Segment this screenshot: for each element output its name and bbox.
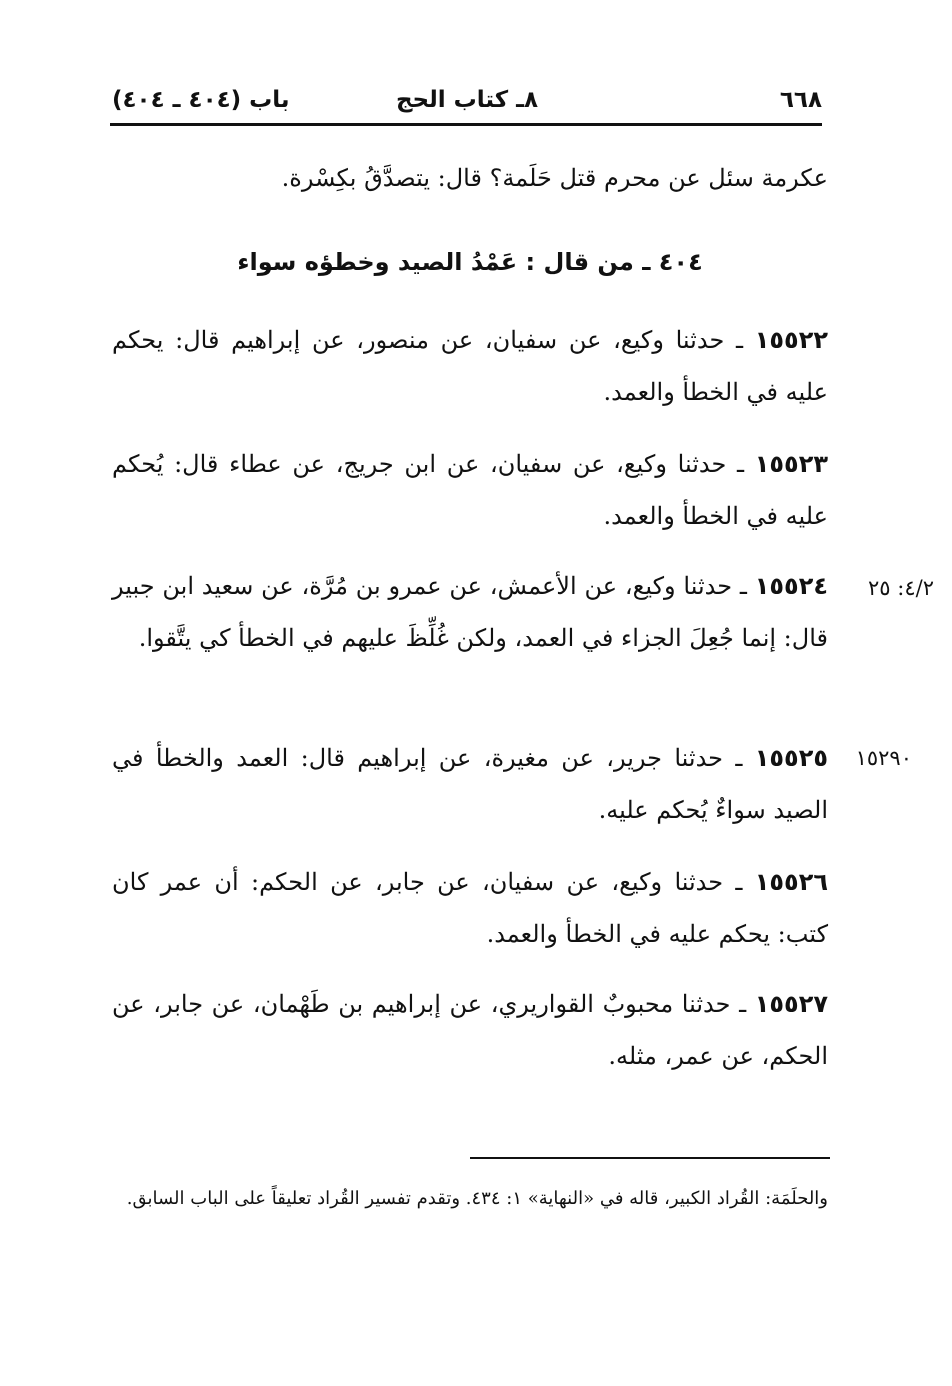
hadith-number: ١٥٥٢٢ [754,326,828,354]
margin-reference: ٤/٢: ٢٥ [868,576,934,600]
hadith-number: ١٥٥٢٥ [754,744,828,772]
hadith-text: ـ حدثنا وكيع، عن الأعمش، عن عمرو بن مُرَّة، عن سعيد ابن جبير قال: إنما جُعِلَ الجزاء في العمد، ولكن غُلِّظَ عليهم في الخطأ كي يتَّقوا. [112,572,828,652]
book-title: ٨ـ كتاب الحج [395,87,539,113]
page-number: ٦٦٨ [779,87,822,113]
hadith-text: ـ حدثنا محبوبٌ القواريري، عن إبراهيم بن طَهْمان، عن جابر، عن الحكم، عن عمر، مثله. [112,990,828,1070]
hadith-15527 [112,978,828,1082]
hadith-15524 [112,560,828,664]
header-divider [110,123,822,126]
hadith-number: ١٥٥٢٧ [754,990,828,1018]
hadith-15522 [112,314,828,418]
hadith-15526 [112,856,828,960]
intro-paragraph: عكرمة سئل عن محرم قتل حَلَمة؟ قال: يتصدَّقُ بكِسْرة. [281,164,828,192]
hadith-text: ـ حدثنا وكيع، عن سفيان، عن جابر، عن الحكم: أن عمر كان كتب: يحكم عليه في الخطأ والعمد. [112,868,828,948]
hadith-number: ١٥٥٢٦ [754,868,828,896]
hadith-15525 [112,732,828,836]
margin-reference: ١٥٢٩٠ [855,746,912,770]
footnote-divider [470,1157,830,1159]
hadith-number: ١٥٥٢٣ [754,450,828,478]
chapter-reference: باب (٤٠٤ ـ ٤٠٤) [112,87,290,113]
footnote: والحلَمَة: القُراد الكبير، قاله في «النهاية» ١: ٤٣٤. وتقدم تفسير القُراد تعليقاً على الباب السابق. [126,1188,828,1209]
hadith-text: ـ حدثنا جرير، عن مغيرة، عن إبراهيم قال: العمد والخطأ في الصيد سواءٌ يُحكم عليه. [112,744,828,824]
hadith-text: ـ حدثنا وكيع، عن سفيان، عن منصور، عن إبراهيم قال: يحكم عليه في الخطأ والعمد. [112,326,828,406]
hadith-15523 [112,438,828,542]
hadith-text: ـ حدثنا وكيع، عن سفيان، عن ابن جريج، عن عطاء قال: يُحكم عليه في الخطأ والعمد. [112,450,828,530]
hadith-number: ١٥٥٢٤ [754,572,828,600]
page-header [112,80,822,120]
section-heading: ٤٠٤ ـ من قال : عَمْدُ الصيد وخطؤه سواء [237,248,703,276]
